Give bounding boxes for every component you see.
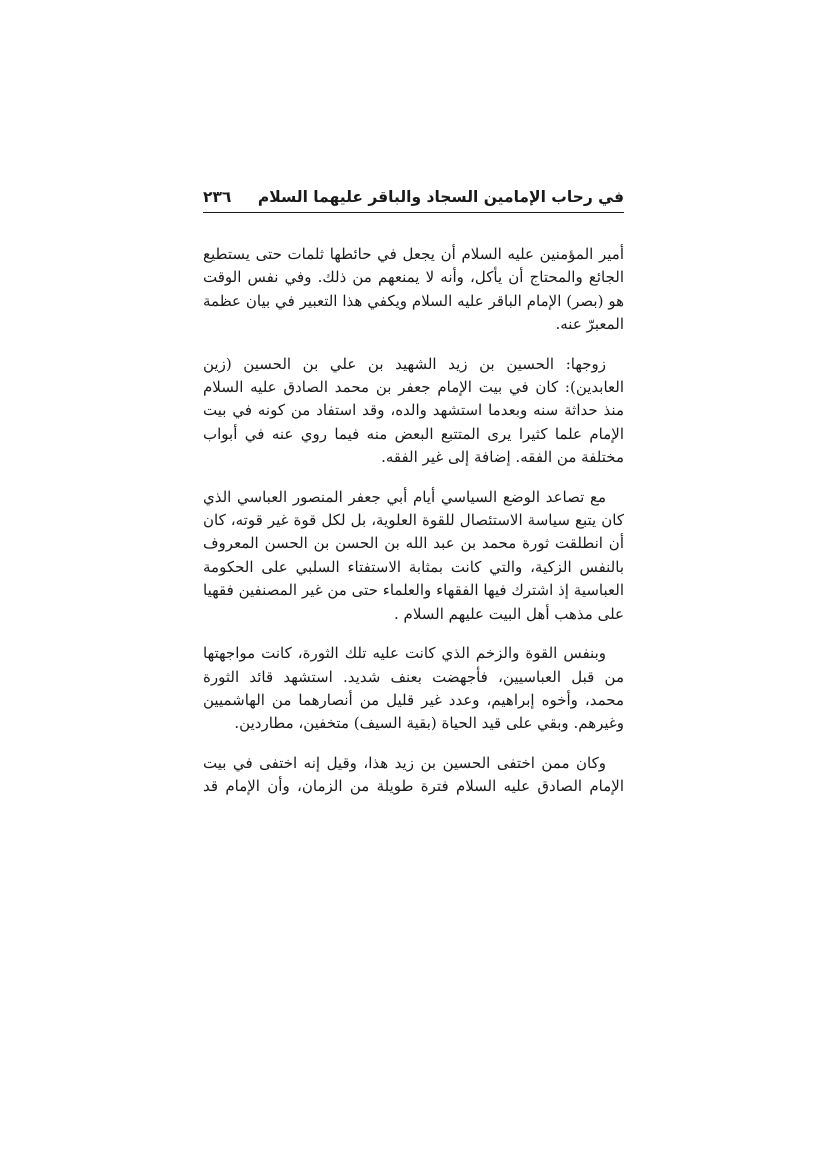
paragraph: مع تصاعد الوضع السياسي أيام أبي جعفر المنصور العباسي الذي كان يتبع سياسة الاستئصال للقوة العلوية، بل لكل قوة غير قوته، كان أن انطلقت ثورة محمد بن عبد الله بن الحسن بن الحسن المعروف بالنفس الزكية، والتي كانت بمثابة الاستفتاء السلبي على الحكومة العباسية إذ اشترك فيها الفقهاء والعلماء حتى من غير المصنفين فقهيا على مذهب أهل البيت عليهم السلام . <box>203 487 624 623</box>
paragraph: أمير المؤمنين عليه السلام أن يجعل في حائطها ثلمات حتى يستطيع الجائع والمحتاج أن يأكل، وأنه لا يمنعهم من ذلك. وفي نفس الوقت هو (بصر) الإمام الباقر عليه السلام ويكفي هذا التعبير في بيان عظمة المعبرّ عنه. <box>203 245 624 334</box>
paragraph: زوجها: الحسين بن زيد الشهيد بن علي بن الحسين (زين العابدين): كان في بيت الإمام جعفر بن محمد الصادق عليه السلام منذ حداثة سنه وبعدما استشهد والده، وقد استفاد من كونه في بيت الإمام علما كثيرا يرى المتتبع البعض منه فيما روي عنه في أبواب مختلفة من الفقه. إضافة إلى غير الفقه. <box>203 354 624 467</box>
running-header <box>203 186 624 212</box>
paragraph: وبنفس القوة والزخم الذي كانت عليه تلك الثورة، كانت مواجهتها من قبل العباسيين، فأجهضت بعنف شديد. استشهد قائد الثورة محمد، وأخوه إبراهيم، وعدد غير قليل من أنصارهما من الهاشميين وغيرهم. وبقي على قيد الحياة (بقية السيف) متخفين، مطاردين. <box>203 644 624 733</box>
running-head-title: في رحاب الإمامين السجاد والباقر ﻋﻠﻴﻬﻤﺎ ﺍﻟﺴﻼﻡ <box>257 188 624 206</box>
body-text <box>203 243 624 815</box>
page-number: ٢٣٦ <box>203 188 232 206</box>
header-divider <box>203 212 624 213</box>
paragraph: وكان ممن اختفى الحسين بن زيد هذا، وقيل إنه اختفى في بيت الإمام الصادق عليه السلام فترة طويلة من الزمان، وأن الإمام قد <box>203 753 624 796</box>
